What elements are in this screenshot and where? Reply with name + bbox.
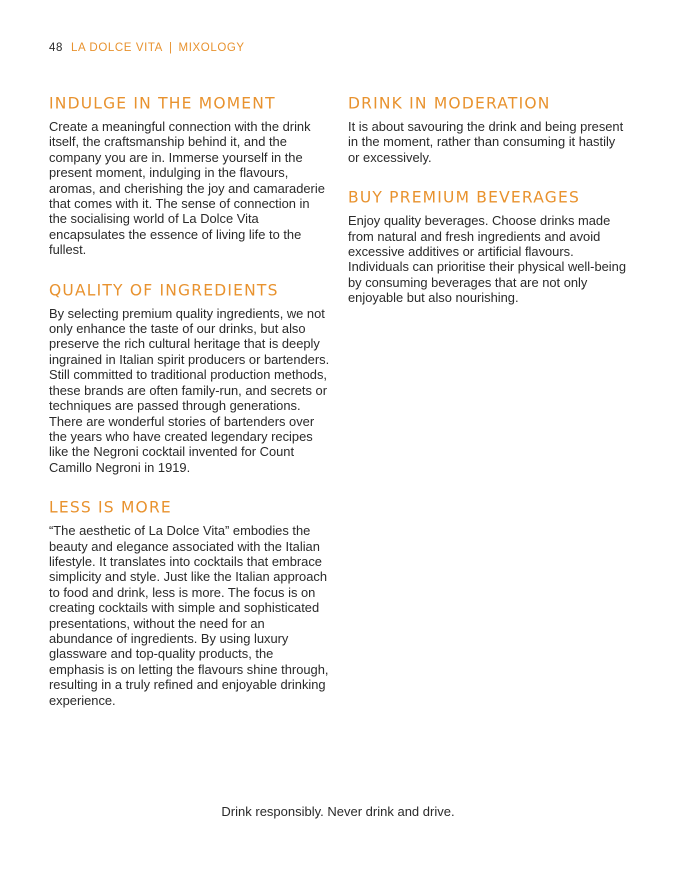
section-heading: QUALITY OF INGREDIENTS xyxy=(49,280,279,300)
header-section-name: MIXOLOGY xyxy=(178,42,245,54)
section-heading: BUY PREMIUM BEVERAGES xyxy=(348,188,581,208)
section-premium-beverages xyxy=(348,187,626,305)
publication-title: LA DOLCE VITA xyxy=(71,42,163,54)
section-body: By selecting premium quality ingredients, we not only enhance the taste of our drinks, but also preserve the rich cultural heritage that is deeply ingrained in Italian spirit producers or bartenders. Still committed to traditional production methods, these brands are often family-run, and secrets or techniques are passed through generations. There are wonderful stories of bartenders over the years who have created legendary recipes like the Negroni cocktail invented for Count Camillo Negroni in 1919. xyxy=(49,305,330,475)
section-body: “The aesthetic of La Dolce Vita” embodies the beauty and elegance associated with the Italian lifestyle. It translates into cocktails that embrace simplicity and style. Just like the Italian approach to food and drink, less is more. The focus is on creating cocktails with simple and sophisticated presentations, without the need for an abundance of ingredients. By using luxury glassware and top-quality products, the emphasis is on letting the flavours shine through, resulting in a truly refined and enjoyable drinking experience. xyxy=(49,523,329,708)
section-less-is-more xyxy=(49,497,331,708)
section-heading: INDULGE IN THE MOMENT xyxy=(49,94,276,113)
section-moderation xyxy=(348,93,626,165)
running-header xyxy=(49,41,245,55)
section-heading: DRINK IN MODERATION xyxy=(348,94,551,113)
header-separator: | xyxy=(168,42,173,54)
section-indulge xyxy=(49,93,331,258)
page-number: 48 xyxy=(49,42,63,54)
section-body: It is about savouring the drink and being present in the moment, rather than consuming it hastily or excessively. xyxy=(348,119,624,165)
right-column xyxy=(348,93,626,328)
footer-disclaimer: Drink responsibly. Never drink and drive. xyxy=(221,804,455,819)
left-column xyxy=(49,93,331,730)
section-quality xyxy=(49,280,331,475)
section-heading: LESS IS MORE xyxy=(49,498,172,518)
section-body: Enjoy quality beverages. Choose drinks made from natural and fresh ingredients and avoid excessive additives or artificial flavours. Individuals can prioritise their physical well-being by consuming beverages that are not only enjoyable but also nourishing. xyxy=(348,213,626,306)
section-body: Create a meaningful connection with the drink itself, the craftsmanship behind it, and the company you are in. Immerse yourself in the present moment, indulging in the flavours, aromas, and cherishing the joy and camaraderie that comes with it. The sense of connection in the socialising world of La Dolce Vita encapsulates the essence of living life to the fullest. xyxy=(49,119,325,258)
